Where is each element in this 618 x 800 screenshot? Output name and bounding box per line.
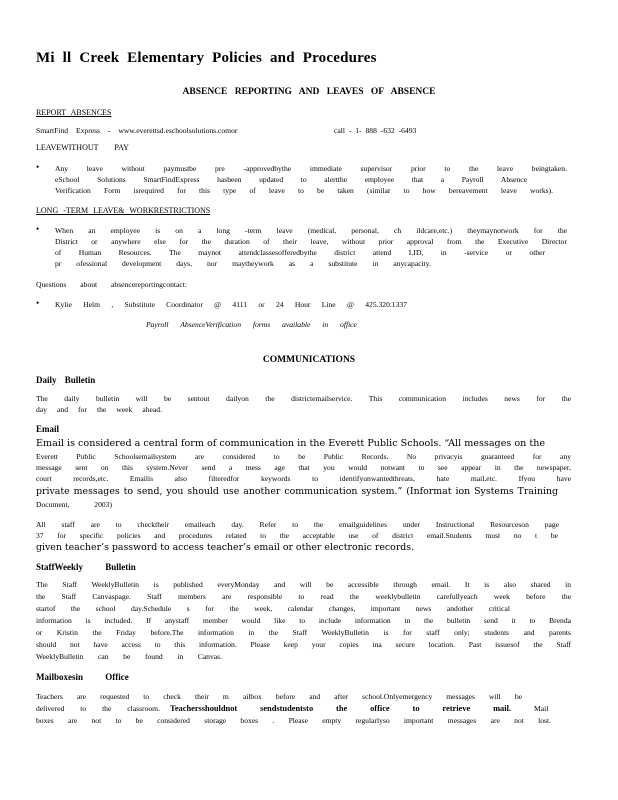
lwp-line-3: Verification Form isrequired for this type of leave to be taken (similar to how bereavement leave works). — [55, 186, 553, 195]
page-title: Mi ll Creek Elementary Policies and Procedures — [36, 50, 377, 66]
lwp-line-1: Any leave without paymustbe pre -approvedbythe immediate supervisor prior to the leave beingtaken. — [55, 164, 567, 173]
lwp-line-2: eSchool Solutions SmartFindExpress hasbeen updated to alertthe employee that a Payroll Absence — [55, 175, 527, 184]
section-title-absence: ABSENCE REPORTING AND LEAVES OF ABSENCE — [182, 87, 436, 97]
leave-without-pay-heading: LEAVEWITHOUT PAY — [36, 143, 129, 152]
email-p2-line-1: All staff are to checktheir emaileach day. Refer to the emailguidelines under Instructional Resourceson page — [36, 520, 559, 529]
mailboxes-line-3: boxes are not to be considered storage boxes . Please empty regularlyso important messages are not lost. — [36, 716, 551, 725]
staff-weekly-line-7: WeeklyBulletin can be found in Canvas. — [36, 652, 222, 661]
staff-weekly-line-2: the Staff Canvaspage. Staff members are responsible to read the weeklybulletin carefullyeach week before the — [36, 592, 571, 601]
mailboxes-line-2b: Teachersshouldnot sendstudentsto the office to retrieve mail. — [170, 704, 511, 713]
long-term-line-3: of Human Resources. The maynot attendclassesofferedbythe district attend LID, in -service or other — [55, 248, 545, 257]
daily-bulletin-line-1: The daily bulletin will be sentout dailyon the districtemailservice. This communication includes news for the — [36, 394, 571, 403]
long-term-heading: LONG -TERM LEAVE& WORKRESTRICTIONS — [36, 206, 211, 215]
email-line-3: message sent on this system.Never send a mess age that you would notwant to see appear in the newspaper, — [36, 463, 571, 472]
contact-line: Kylie Helm , Substitute Coordinator @ 4111 or 24 Hour Line @ 425.320.1337 — [55, 300, 407, 309]
daily-bulletin-line-2: day and for the week ahead. — [36, 405, 162, 414]
staff-weekly-line-3: startof the school day.Schedule s for the week, calendar changes, important news andother critical — [36, 604, 510, 613]
mailboxes-heading: Mailboxesin Office — [36, 672, 129, 682]
staff-weekly-line-5: or Kristin the Friday before.The information in the Staff WeeklyBulletin is for staff only; students and parents — [36, 628, 571, 637]
email-line-2: Everett Public Schoolsemailsystem are considered to be Public Records. No privacyis guaranteed for any — [36, 452, 571, 461]
email-p2-line-2: 37 for specific policies and procedures related to the acceptable use of district email.Students must no t be — [36, 531, 558, 540]
daily-bulletin-heading: Daily Bulletin — [36, 375, 96, 385]
staff-weekly-line-6: should not have access to this information. Please keep your copies ina secure location. Past issuesof the Staff — [36, 640, 571, 649]
email-p2-line-3: given teacher’s password to access teacher’s email or other electronic records. — [36, 542, 415, 553]
long-term-line-2: District or anywhere else for the duration of their leave, without prior approval from the Executive Director — [55, 237, 567, 246]
mailboxes-line-2c: Mail — [534, 704, 549, 713]
email-line-6: Document, 2003) — [36, 500, 112, 509]
mailboxes-line-2a: delivered to the classroom. — [36, 704, 160, 713]
section-title-communications: COMMUNICATIONS — [262, 355, 356, 365]
email-line-1: Email is considered a central form of communication in the Everett Public Schools. “All messages on the — [36, 438, 546, 449]
email-heading: Email — [36, 424, 60, 434]
email-line-5: private messages to send, you should use another communication system.” (Informat ion Systems Training — [36, 486, 559, 497]
email-line-4: court records,etc. Emailis also filteredfor keywords to identifyunwantedthreats, hate mail,etc. Ifyou have — [36, 474, 571, 483]
questions-line: Questions about absencereportingcontact: — [36, 280, 187, 289]
staff-weekly-line-1: The Staff WeeklyBulletin is published everyMonday and will be accessible through email. It is also shared in — [36, 580, 571, 589]
long-term-line-1: When an employee is on a long -term leave (medical, personal, ch ildcare,etc.) theymaynotwork for the — [55, 226, 567, 235]
mailboxes-line-1: Teachers are requested to check their m ailbox before and after school.Onlyemergency messages will be — [36, 692, 522, 701]
bullet-icon: • — [36, 224, 40, 234]
staff-weekly-heading: StaffWeekly Bulletin — [36, 562, 136, 572]
payroll-note: Payroll AbsenceVerification forms available in office — [146, 320, 357, 329]
bullet-icon: • — [36, 162, 40, 172]
call-number: call - 1- 888 -632 -6493 — [334, 126, 417, 135]
bullet-icon: • — [36, 298, 40, 308]
smartfind-line: SmartFind Express - www.everettsd.eschoolsolutions.comor — [36, 126, 238, 135]
long-term-line-4: pr ofessional development days, nor maytheywork as a substitute in anycapacity. — [55, 259, 431, 268]
report-absences-heading: REPORT ABSENCES — [36, 108, 112, 117]
staff-weekly-line-4: information is included. If anystaff member would like to include information in the bulletin send it to Brenda — [36, 616, 571, 625]
